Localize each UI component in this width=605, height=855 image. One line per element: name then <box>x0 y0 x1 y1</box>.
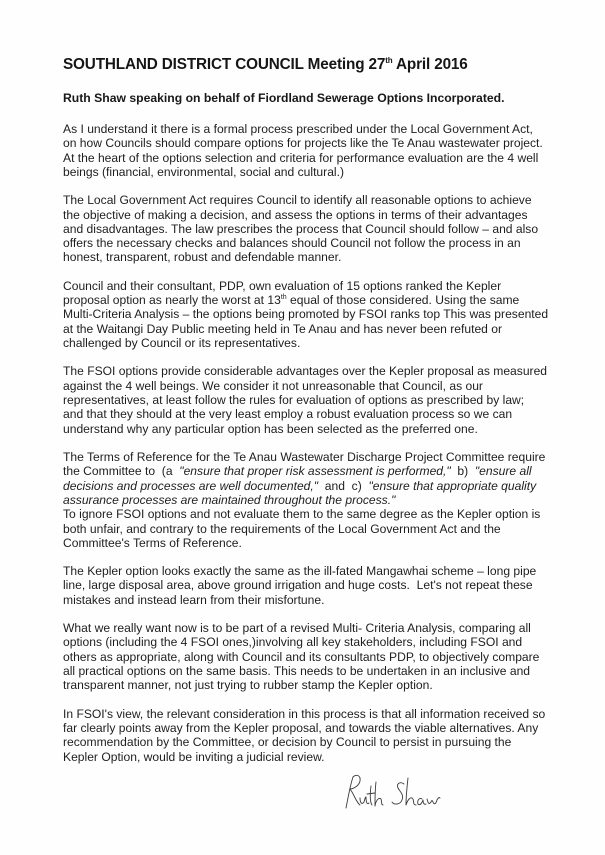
text-line: all practical options on the same basis. This needs to be undertaken in an inclusive and <box>63 664 531 679</box>
ordinal-suffix: th <box>280 294 287 302</box>
text-line: both unfair, and contrary to the requirements of the Local Government Act and the <box>63 521 501 536</box>
text-line: against the 4 well beings. We consider it not unreasonable that Council, as our <box>63 378 483 393</box>
text-segment: b) <box>450 464 475 479</box>
text-line: at the Waitangi Day Public meeting held in Te Anau and has never been refuted or <box>63 321 503 336</box>
paragraph-terms-of-reference <box>63 450 593 550</box>
text-line: The Terms of Reference for the Te Anau Wastewater Discharge Project Committee require <box>63 450 546 465</box>
text-line: others as appropriate, along with Council and its consultants PDP, to objectively compare <box>63 649 540 664</box>
text-segment: proposal option as nearly the worst at 13 <box>63 293 281 308</box>
text-line <box>63 479 593 493</box>
paragraph-revised-mca <box>63 621 593 692</box>
quote-documented: "ensure all <box>474 464 532 479</box>
paragraph-fsoi-advantages <box>63 364 593 435</box>
paragraph-mangawhai <box>63 564 593 607</box>
title-text: SOUTHLAND DISTRICT COUNCIL Meeting 27 <box>63 56 386 73</box>
signature-icon <box>340 772 450 812</box>
text-segment: equal of those considered. Using the same <box>286 293 520 308</box>
text-line: understand why any particular option has been selected as the preferred one. <box>63 421 478 436</box>
text-line: honest, transparent, robust and defendable manner. <box>63 250 342 265</box>
text-line: challenged by Council or its representatives. <box>63 336 301 351</box>
text-line: At the heart of the options selection and criteria for performance evaluation are the 4 well <box>63 150 539 165</box>
text-line: assurance processes are maintained throughout the process." <box>63 492 396 507</box>
text-line: beings (financial, environmental, social and cultural.) <box>63 164 344 179</box>
text-line: transparent manner, not just trying to rubber stamp the Kepler option. <box>63 678 433 693</box>
title-date-suffix: April 2016 <box>392 56 468 73</box>
text-segment: the Committee to (a <box>63 464 180 479</box>
quote-risk-assessment: "ensure that proper risk assessment is performed," <box>179 464 451 479</box>
text-line: Kepler Option, would be inviting a judicial review. <box>63 749 325 764</box>
document-title <box>63 56 468 74</box>
text-line: The Local Government Act requires Council to identify all reasonable options to achieve <box>63 193 532 208</box>
text-line: representatives, at least follow the rules for evaluation of options as prescribed by law; <box>63 393 525 408</box>
text-line <box>63 464 593 478</box>
text-line: As I understand it there is a formal process prescribed under the Local Government Act, <box>63 122 533 136</box>
text-line: options (including the 4 FSOI ones,)involving all key stakeholders, including FSOI and <box>63 635 523 650</box>
text-line: recommendation by the Committee, or decision by Council to persist in pursuing the <box>63 735 512 750</box>
text-line: Committee's Terms of Reference. <box>63 535 242 550</box>
text-line: In FSOI's view, the relevant consideration in this process is that all information received so <box>63 706 546 721</box>
text-line: far clearly points away from the Kepler proposal, and towards the viable alternatives. Any <box>63 721 539 736</box>
paragraph-lga-requirements <box>63 193 593 264</box>
text-line: on how Councils should compare options for projects like the Te Anau wastewater project. <box>63 136 543 151</box>
text-line: Multi-Criteria Analysis – the options being promoted by FSOI ranks top This was presented <box>63 307 549 322</box>
document-body <box>63 122 593 778</box>
text-line: and that they should at the very least employ a robust evaluation process so we can <box>63 407 513 422</box>
document-subtitle: Ruth Shaw speaking on behalf of Fiordland Sewerage Options Incorporated. <box>63 91 505 105</box>
text-line: the objective of making a decision, and assess the options in terms of their advantages <box>63 207 528 222</box>
title-ordinal: th <box>385 56 393 65</box>
paragraph-conclusion <box>63 707 593 764</box>
text-segment: and c) <box>318 478 369 493</box>
text-line: What we really want now is to be part of a revised Multi- Criteria Analysis, comparing all <box>63 621 531 636</box>
handwritten-signature <box>340 772 450 812</box>
text-line: To ignore FSOI options and not evaluate them to the same degree as the Kepler option is <box>63 507 541 522</box>
text-line: The Kepler option looks exactly the same as the ill-fated Mangawhai scheme – long pipe <box>63 564 537 579</box>
paragraph-evaluation <box>63 279 593 350</box>
text-line: The FSOI options provide considerable advantages over the Kepler proposal as measured <box>63 364 548 379</box>
text-line: line, large disposal area, above ground irrigation and huge costs. Let's not repeat these <box>63 578 533 593</box>
text-line: Council and their consultant, PDP, own evaluation of 15 options ranked the Kepler <box>63 278 502 293</box>
paragraph-process <box>63 122 593 179</box>
quote-documented-cont: decisions and processes are well documented," <box>63 478 319 493</box>
text-line <box>63 293 593 307</box>
text-line: offers the necessary checks and balances should Council not follow the process in an <box>63 236 521 251</box>
text-line: mistakes and instead learn from their misfortune. <box>63 592 325 607</box>
quote-quality-assurance: "ensure that appropriate quality <box>368 478 537 493</box>
text-line: and disadvantages. The law prescribes the process that Council should follow – and also <box>63 221 539 236</box>
